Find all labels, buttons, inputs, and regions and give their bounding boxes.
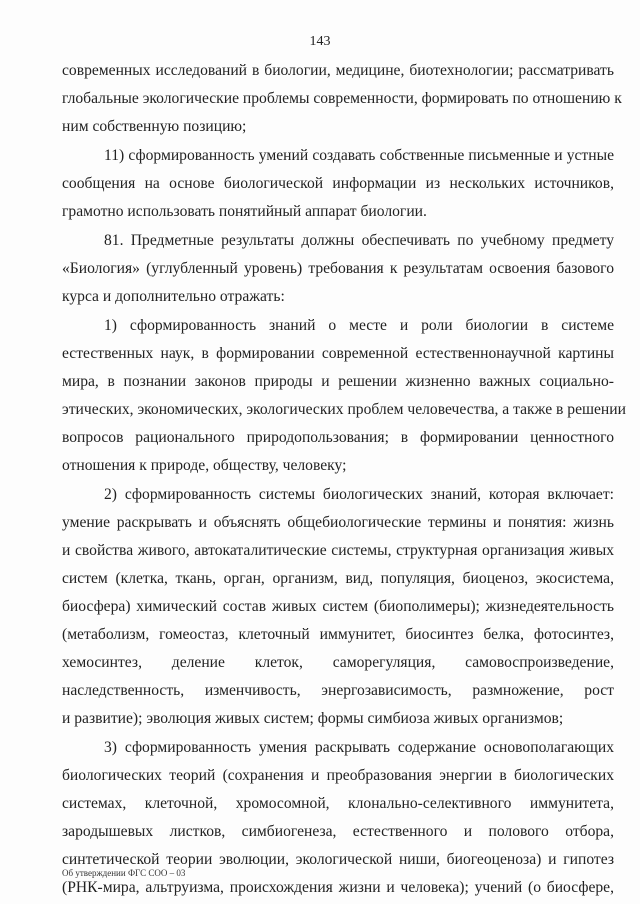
text-line: хемосинтез, деление клеток, саморегуляция, самовоспроизведение, [62, 654, 614, 671]
text-line: биосфера) химический состав живых систем (биополимеры); жизнедеятельность [62, 598, 614, 615]
text-line: 3) сформированность умения раскрывать содержание основополагающих [104, 739, 614, 756]
text-line: грамотно использовать понятийный аппарат биологии. [62, 203, 427, 220]
text-line: 1) сформированность знаний о месте и роли биологии в системе [104, 317, 614, 334]
text-line: ним собственную позицию; [62, 118, 247, 135]
text-line: мира, в познании законов природы и решении жизненно важных социально- [62, 373, 614, 390]
text-line: вопросов рационального природопользования; в формировании ценностного [62, 429, 614, 446]
text-line: и свойства живого, автокаталитические системы, структурная организация живых [62, 542, 614, 559]
text-line: этических, экономических, экологических проблем человечества, а также в решении [62, 401, 626, 418]
text-line: глобальные экологические проблемы современности, формировать по отношению к [62, 90, 622, 107]
text-line: зародышевых листков, симбиогенеза, естественного и полового отбора, [62, 823, 614, 840]
text-line: 81. Предметные результаты должны обеспечивать по учебному предмету [104, 232, 614, 249]
text-line: естественных наук, в формировании современной естественнонаучной картины [62, 345, 614, 362]
text-line: сообщения на основе биологической информации из нескольких источников, [62, 175, 614, 192]
text-line: курса и дополнительно отражать: [62, 288, 285, 305]
text-line: и развитие); эволюция живых систем; формы симбиоза живых организмов; [62, 710, 564, 727]
text-line: 2) сформированность системы биологических знаний, которая включает: [104, 486, 614, 503]
text-line: (РНК-мира, альтруизма, происхождения жизни и человека); учений (о биосфере, [62, 879, 614, 896]
text-line: современных исследований в биологии, медицине, биотехнологии; рассматривать [62, 62, 614, 79]
text-line: 11) сформированность умений создавать собственные письменные и устные [104, 147, 614, 164]
text-line: (метаболизм, гомеостаз, клеточный иммунитет, биосинтез белка, фотосинтез, [62, 626, 614, 643]
document-footer: Об утверждении ФГС СОО – 03 [62, 868, 186, 878]
page-number: 143 [309, 34, 331, 49]
text-line: отношения к природе, обществу, человеку; [62, 457, 347, 474]
text-line: биологических теорий (сохранения и преобразования энергии в биологических [62, 767, 614, 784]
text-line: синтетической теории эволюции, экологической ниши, биогеоценоза) и гипотез [62, 851, 614, 868]
text-line: систем (клетка, ткань, орган, организм, вид, популяция, биоценоз, экосистема, [62, 570, 614, 587]
text-line: «Биология» (углубленный уровень) требования к результатам освоения базового [62, 260, 614, 277]
text-line: умение раскрывать и объяснять общебиологические термины и понятия: жизнь [62, 514, 614, 531]
text-line: системах, клеточной, хромосомной, клонально-селективного иммунитета, [62, 795, 614, 812]
text-line: наследственность, изменчивость, энергозависимость, размножение, рост [62, 682, 614, 699]
